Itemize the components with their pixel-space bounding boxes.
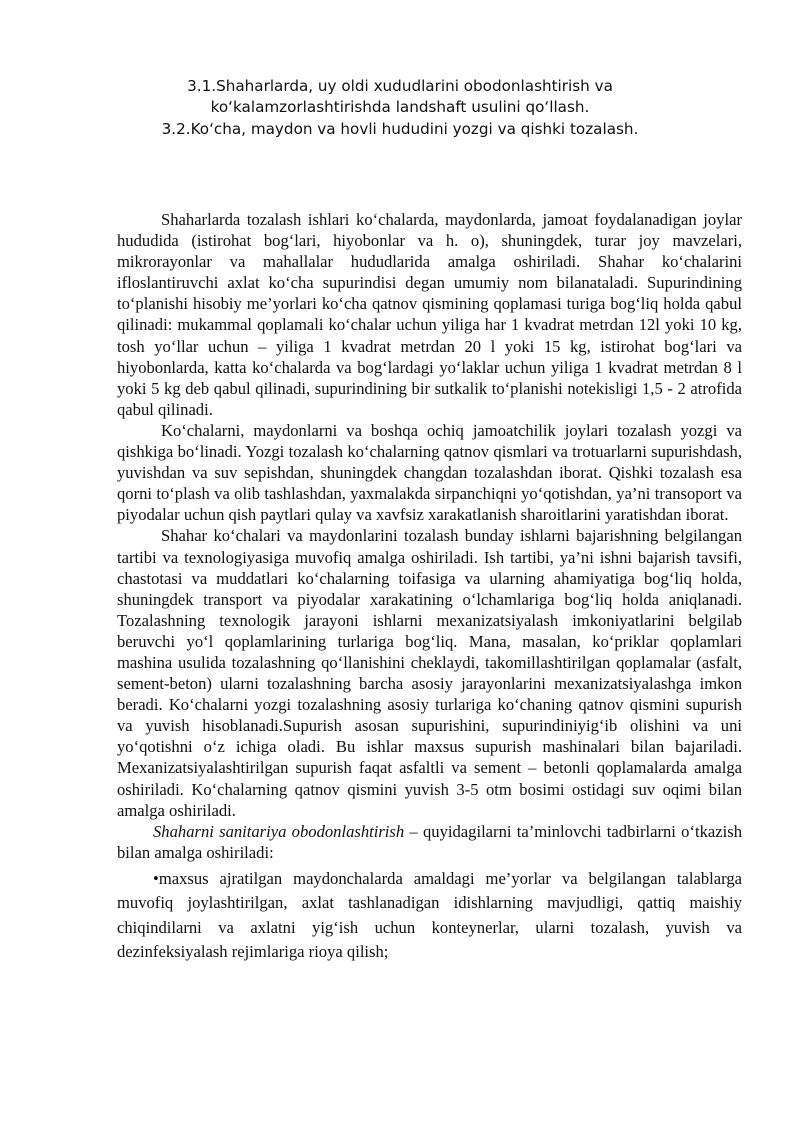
bullet-icon: • <box>153 868 159 888</box>
paragraph-sanitation-intro <box>117 821 742 863</box>
paragraph-cleaning-overview: Shaharlarda tozalash ishlari ko‘chalarda, maydonlarda, jamoat foydalanadigan joylar hududida (istirohat bog‘lari, hiyobonlar va h. o), shuningdek, turar joy mavzelari, mikrorayonlar va mahallalar hududlarida amalga oshiriladi. Shahar ko‘chalarini ifloslantiruvchi axlat ko‘cha supurindisi degan umumiy nom bilanataladi. Supurindining to‘planishi hisobiy me’yorlari ko‘cha qatnov qismining qoplamasi turiga bog‘liq holda qabul qilinadi: mukammal qoplamali ko‘chalar uchun yiliga har 1 kvadrat metrdan 12l yoki 10 kg, tosh yo‘llar uchun – yiliga 1 kvadrat metrdan 20 l yoki 15 kg, istirohat bog‘lari va hiyobonlarda, katta ko‘chalarda va bog‘lardagi yo‘laklar uchun yiliga 1 kvadrat metrdan 8 l yoki 5 kg deb qabul qilinadi, supurindining bir sutkalik to‘planishi notekisligi 1,5 - 2 atrofida qabul qilinadi. <box>117 210 742 419</box>
section-heading-3-1: 3.1.Shaharlarda, uy oldi xududlarini obodonlashtirish va ko‘kalamzorlashtirishda landshaft usulini qo‘llash. <box>187 77 613 116</box>
paragraph-summer-winter-cleaning: Ko‘chalarni, maydonlarni va boshqa ochiq jamoatchilik joylari tozalash yozgi va qishkiga bo‘linadi. Yozgi tozalash ko‘chalarning qatnov qismlari va trotuarlarni supurishdash, yuvishdan va suv sepishdan, shuningdek changdan tozalashdan iborat. Qishki tozalash esa qorni to‘plash va olib tashlashdan, yaxmalakda sirpanchiqni yo‘qotishdan, ya’ni transoport va piyodalar uchun qish paytlari qulay va xavfsiz xarakatlanish sharoitlarini yaratishdan iborat. <box>117 420 742 525</box>
list-item-text: maxsus ajratilgan maydonchalarda amaldagi me’yorlar va belgilangan talablarga muvofiq joylashtirilgan, axlat tashlanadigan idishlarning mavjudligi, qattiq maishiy chiqindilarni va axlatni yig‘ish uchun konteynerlar, ularni tozalash, yuvish va dezinfeksiyalash rejimlariga rioya qilish; <box>117 868 742 962</box>
document-body <box>117 209 742 965</box>
paragraph-cleaning-technology: Shahar ko‘chalari va maydonlarini tozalash bunday ishlarni bajarishning belgilangan tartibi va texnologiyasiga muvofiq amalga oshiriladi. Ish tartibi, ya’ni ishni bajarish tavsifi, chastotasi va muddatlari ko‘chalarning toifasiga va ularning ahamiyatiga bog‘liq holda, shuningdek transport va piyodalar xarakatining o‘lchamlariga bog‘liq holda aniqlanadi. Tozalashning texnologik jarayoni ishlarni mexanizatsiyalash imkoniyatlarini belgilab beruvchi yo‘l qoplamlarining turlariga bog‘liq. Mana, masalan, ko‘priklar qoplamlari mashina usulida tozalashning qo‘llanishini cheklaydi, takomillashtirilgan qoplamalar (asfalt, sement-beton) ularni tozalashning barcha asosiy jarayonlarini mexanizatsiyalashga imkon beradi. Ko‘chalarni yozgi tozalashning asosiy turlariga ko‘chaning qatnov qismini supurish va yuvish hisoblanadi.Supurish asosan supurishini, supurindiniyig‘ib olishini va uni yo‘qotishni o‘z ichiga oladi. Bu ishlar maxsus supurish mashinalari bilan bajariladi. Mexanizatsiyalashtirilgan supurish faqat asfaltli va sement – betonli qoplamalarda amalga oshiriladi. Ko‘chalarning qatnov qismini yuvish 3-5 otm bosimi ostidagi suv oqimi bilan amalga oshiriladi. <box>117 526 742 820</box>
section-heading-3-2: 3.2.Ko‘cha, maydon va hovli hududini yozgi va qishki tozalash. <box>161 120 639 138</box>
list-item <box>117 867 742 965</box>
sanitation-rest: – quyidagilarni ta’minlovchi tadbirlarni o‘tkazish bilan amalga oshiriladi: <box>117 821 742 862</box>
sanitation-term: Shaharni sanitariya obodonlashtirish <box>153 821 405 841</box>
section-headings <box>100 76 700 140</box>
